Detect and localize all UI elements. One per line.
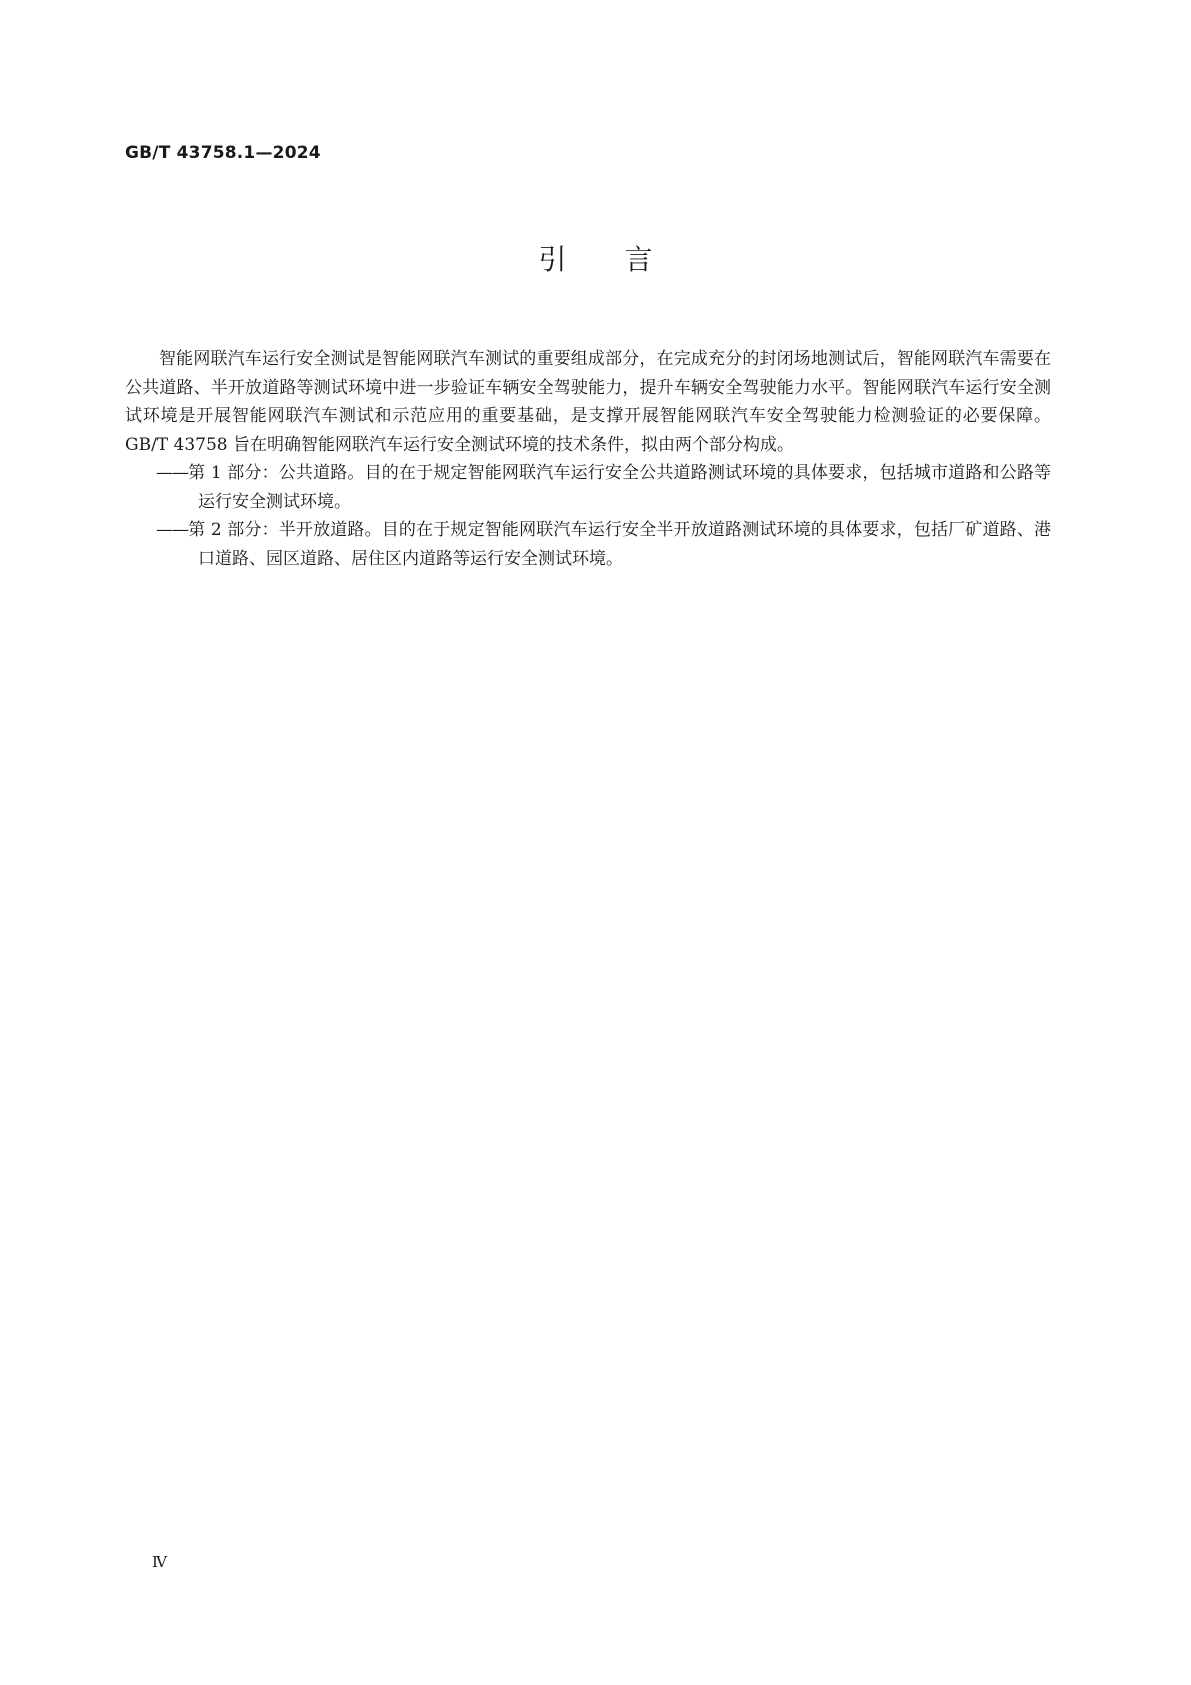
list-item-part-1 [125,459,1051,516]
section-title: 引言 [538,243,711,276]
intro-paragraph: 智能网联汽车运行安全测试是智能网联汽车测试的重要组成部分，在完成充分的封闭场地测试后，智能网联汽车需要在公共道路、半开放道路等测试环境中进一步验证车辆安全驾驶能力，提升车辆安全驾驶能力水平。智能网联汽车运行安全测试环境是开展智能网联汽车测试和示范应用的重要基础，是支撑开展智能网联汽车安全驾驶能力检测验证的必要保障。GB/T 43758 旨在明确智能网联汽车运行安全测试环境的技术条件，拟由两个部分构成。 [125,349,1051,455]
page-number: Ⅳ [152,1553,167,1571]
list-item-text: 第 2 部分：半开放道路。目的在于规定智能网联汽车运行安全半开放道路测试环境的具体要求，包括厂矿道路、港口道路、园区道路、居住区内道路等运行安全测试环境。 [188,520,1051,569]
list-dash: —— [156,520,188,540]
document-body [125,345,1051,573]
list-item-text: 第 1 部分：公共道路。目的在于规定智能网联汽车运行安全公共道路测试环境的具体要求，包括城市道路和公路等运行安全测试环境。 [188,463,1051,512]
list-item-part-2 [125,516,1051,573]
standard-code-header: GB/T 43758.1—2024 [125,143,321,163]
list-dash: —— [156,463,188,483]
